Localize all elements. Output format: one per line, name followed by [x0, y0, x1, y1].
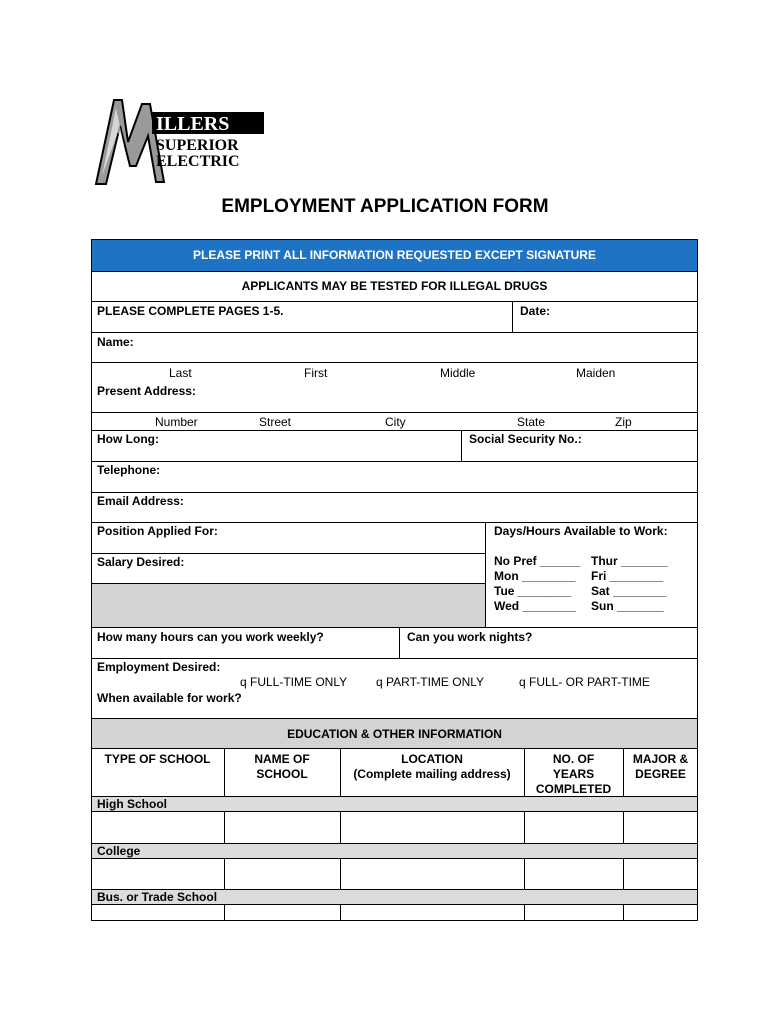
col-location-1: LOCATION [401, 752, 463, 766]
email-field[interactable] [92, 493, 697, 522]
banner-text: PLEASE PRINT ALL INFORMATION REQUESTED EXCEPT SIGNATURE [193, 248, 596, 262]
education-header: EDUCATION & OTHER INFORMATION [287, 727, 502, 741]
employment-desired-label: Employment Desired: [97, 660, 221, 674]
day-mon[interactable]: Mon ________ [494, 569, 576, 583]
when-available-label: When available for work? [97, 691, 242, 705]
address-field[interactable] [92, 381, 697, 411]
nights-label: Can you work nights? [407, 630, 533, 644]
col-name-of-school-1: NAME OF [254, 752, 310, 766]
option-full-or-part[interactable]: q FULL- OR PART-TIME [519, 675, 650, 689]
day-tue[interactable]: Tue ________ [494, 584, 572, 598]
telephone-label: Telephone: [97, 463, 161, 477]
hours-weekly-field[interactable] [92, 628, 399, 658]
application-form [91, 239, 698, 921]
hours-weekly-label: How many hours can you work weekly? [97, 630, 324, 644]
name-label: Name: [97, 335, 134, 349]
day-sun[interactable]: Sun _______ [591, 599, 664, 613]
how-long-field[interactable] [92, 431, 461, 461]
trade-school-name-field[interactable] [225, 905, 340, 920]
high-school-major-field[interactable] [624, 812, 697, 842]
col-type-of-school: TYPE OF SCHOOL [104, 752, 211, 766]
college-location-field[interactable] [341, 859, 524, 888]
page-title: EMPLOYMENT APPLICATION FORM [221, 196, 549, 217]
email-label: Email Address: [97, 494, 184, 508]
salary-label: Salary Desired: [97, 555, 185, 569]
high-school-years-field[interactable] [525, 812, 623, 842]
ssn-field[interactable] [462, 431, 697, 461]
option-part-time[interactable]: q PART-TIME ONLY [376, 675, 485, 689]
when-available-field[interactable] [92, 689, 697, 717]
logo-line1: ILLERS [156, 113, 230, 135]
high-school-bar [92, 797, 697, 811]
high-school-name-field[interactable] [225, 812, 340, 842]
name-part-last: Last [169, 366, 192, 380]
ssn-label: Social Security No.: [469, 432, 582, 446]
college-major-field[interactable] [624, 859, 697, 888]
col-name-of-school-2: SCHOOL [256, 767, 308, 781]
address-part-street: Street [259, 415, 292, 429]
name-part-first: First [304, 366, 328, 380]
how-long-label: How Long: [97, 432, 159, 446]
date-label: Date: [520, 304, 551, 318]
days-hours-label: Days/Hours Available to Work: [494, 524, 668, 538]
nights-field[interactable] [400, 628, 697, 658]
address-label: Present Address: [97, 384, 196, 398]
col-major-1: MAJOR & [632, 752, 689, 766]
address-part-city: City [385, 415, 406, 429]
name-field[interactable] [92, 333, 697, 362]
salary-field[interactable] [92, 554, 485, 583]
logo-line2: SUPERIOR [156, 137, 239, 154]
millers-superior-electric-logo [92, 96, 267, 188]
col-location-2: (Complete mailing address) [353, 767, 511, 781]
address-part-state: State [517, 415, 546, 429]
day-sat[interactable]: Sat ________ [591, 584, 667, 598]
drugs-notice: APPLICANTS MAY BE TESTED FOR ILLEGAL DRUGS [241, 279, 548, 293]
college-name-field[interactable] [225, 859, 340, 888]
day-fri[interactable]: Fri ________ [591, 569, 664, 583]
complete-pages-note: PLEASE COMPLETE PAGES 1-5. [97, 304, 284, 318]
date-field[interactable] [513, 302, 697, 331]
col-years-3: COMPLETED [535, 782, 612, 796]
telephone-field[interactable] [92, 462, 697, 492]
address-part-number: Number [155, 415, 198, 429]
college-bar [92, 844, 697, 858]
trade-school-years-field[interactable] [525, 905, 623, 920]
college-years-field[interactable] [525, 859, 623, 888]
school-type-trade: Bus. or Trade School [97, 890, 218, 904]
position-field[interactable] [92, 523, 485, 553]
trade-school-location-field[interactable] [341, 905, 524, 920]
day-thur[interactable]: Thur _______ [591, 554, 668, 568]
col-years-2: YEARS [552, 767, 595, 781]
option-full-time[interactable]: q FULL-TIME ONLY [240, 675, 348, 689]
address-part-zip: Zip [615, 415, 632, 429]
logo-line3: ELECTRIC [156, 153, 240, 170]
position-label: Position Applied For: [97, 524, 218, 538]
name-part-middle: Middle [440, 366, 476, 380]
day-wed[interactable]: Wed ________ [494, 599, 576, 613]
gray-block [92, 584, 485, 627]
school-type-high-school: High School [97, 797, 167, 811]
trade-school-major-field[interactable] [624, 905, 697, 920]
col-years-1: NO. OF [552, 752, 595, 766]
print-banner [92, 240, 697, 271]
name-part-maiden: Maiden [576, 366, 616, 380]
col-major-2: DEGREE [635, 767, 686, 781]
day-no-pref[interactable]: No Pref ______ [494, 554, 581, 568]
school-type-college: College [97, 844, 141, 858]
high-school-location-field[interactable] [341, 812, 524, 842]
